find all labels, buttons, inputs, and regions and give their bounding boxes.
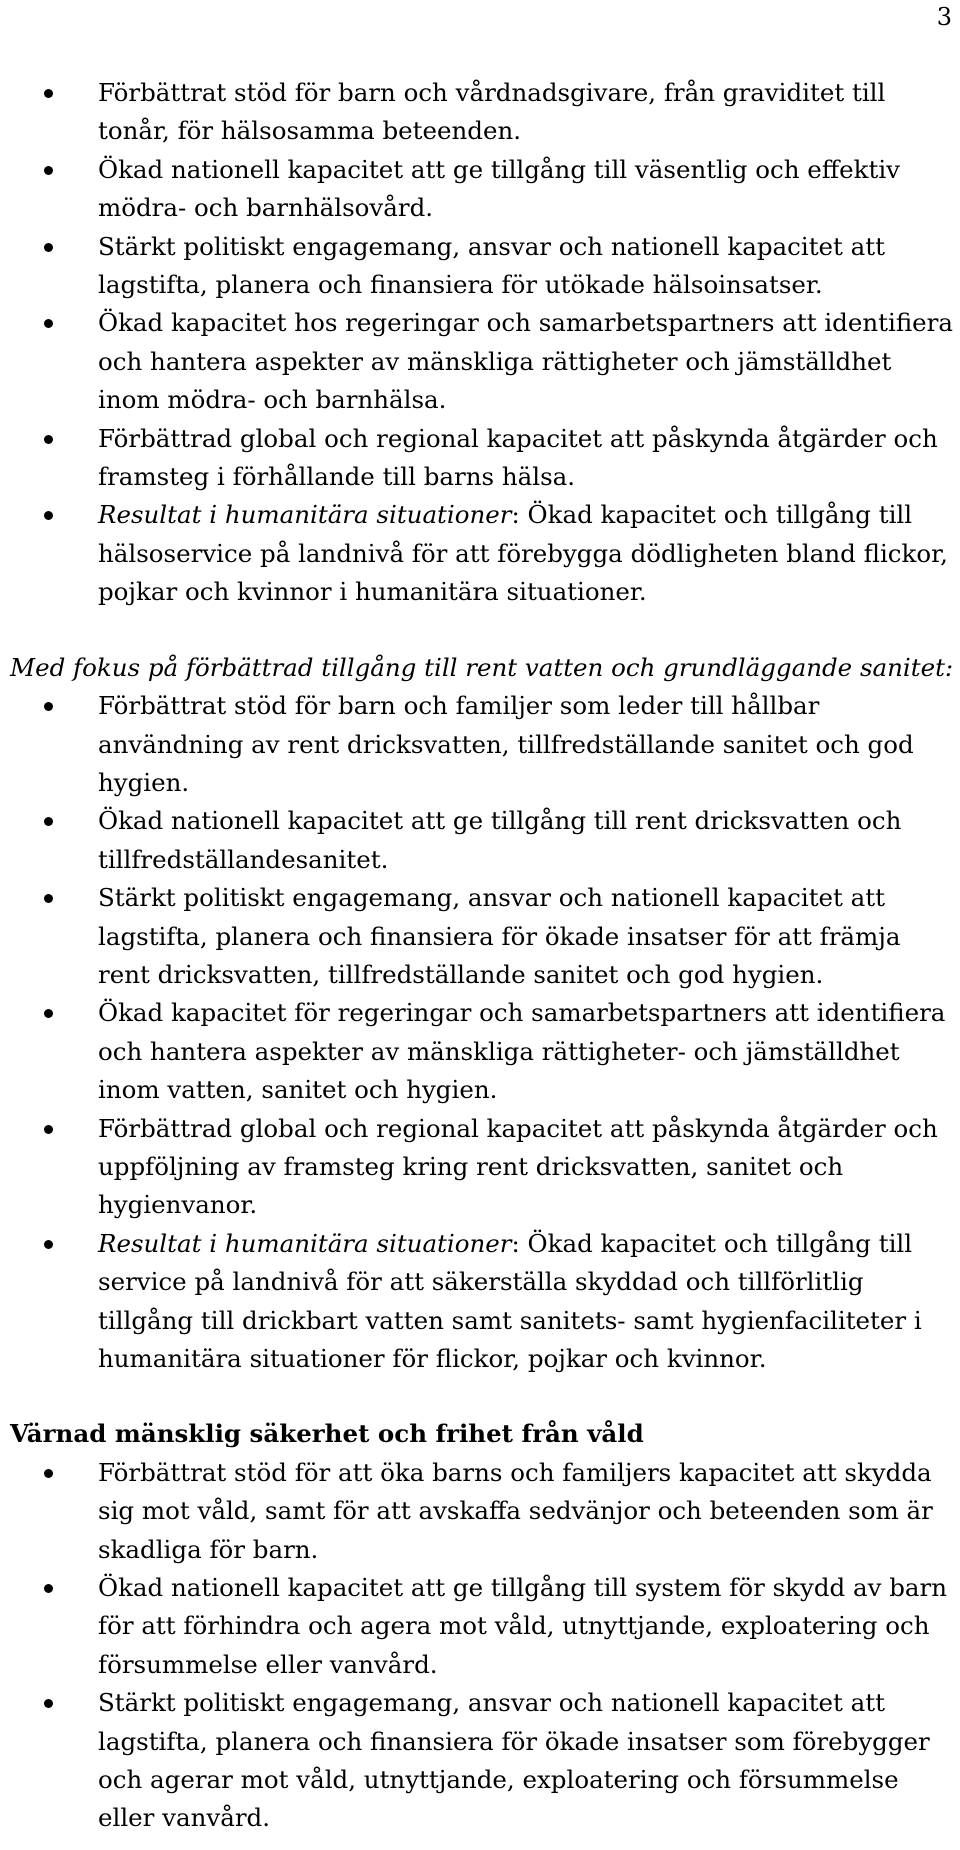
bullet-icon <box>44 243 53 252</box>
list-item-text: : Ökad kapacitet och tillgång till service på landnivå för att säkerställa skyddad och tillförlitlig tillgång till drickbart vatten samt sanitets- samt hygienfaciliteter i humanitära situationer för flickor, pojkar och kvinnor. <box>98 1228 922 1373</box>
list-item-text: Ökad kapacitet för regeringar och samarbetspartners att identifiera och hantera aspekter av mänskliga rättigheter- och jämställdhet inom vatten, sanitet och hygien. <box>98 998 946 1105</box>
list-item <box>10 879 954 994</box>
list-item <box>10 687 954 802</box>
list-item-text: Stärkt politiskt engagemang, ansvar och nationell kapacitet att lagstifta, planera och finansiera för ökade insatser som förebygger och agerar mot våld, utnyttjande, exploatering och försummelse eller vanvård. <box>98 1688 930 1833</box>
bullet-icon <box>44 894 53 903</box>
list-item-text: Ökad nationell kapacitet att ge tillgång till väsentlig och effektiv mödra- och barnhälsovård. <box>98 154 901 223</box>
list-item-lead: Resultat i humanitära situationer <box>98 1228 512 1258</box>
list-item <box>10 420 954 497</box>
list-item-text: Förbättrad global och regional kapacitet att påskynda åtgärder och framsteg i förhållande till barns hälsa. <box>98 423 938 492</box>
document-body <box>10 74 954 1838</box>
list-item <box>10 1569 954 1684</box>
bullet-list-water <box>10 687 954 1378</box>
page-number: 3 <box>936 3 952 31</box>
list-item-text: Förbättrad global och regional kapacitet att påskynda åtgärder och uppföljning av framsteg kring rent dricksvatten, sanitet och hygienvanor. <box>98 1113 938 1220</box>
list-item <box>10 228 954 305</box>
list-item <box>10 1225 954 1379</box>
list-item <box>10 496 954 611</box>
list-item-text: Ökad nationell kapacitet att ge tillgång till system för skydd av barn för att förhindra och agera mot våld, utnyttjande, exploatering och försummelse eller vanvård. <box>98 1573 948 1679</box>
bullet-list-protection <box>10 1454 954 1838</box>
bullet-icon <box>44 817 53 826</box>
list-item-text: : Ökad kapacitet och tillgång till hälsoservice på landnivå för att förebygga dödligheten bland flickor, pojkar och kvinnor i humanitära situationer. <box>98 500 948 607</box>
bullet-icon <box>44 166 53 175</box>
bullet-icon <box>44 1699 53 1708</box>
bullet-icon <box>44 319 53 328</box>
list-item-lead: Resultat i humanitära situationer <box>98 500 512 530</box>
bullet-icon <box>44 1469 53 1478</box>
bullet-icon <box>44 1125 53 1134</box>
bullet-icon <box>44 511 53 520</box>
list-item-text: Förbättrat stöd för att öka barns och familjers kapacitet att skydda sig mot våld, samt för att avskaffa sedvänjor och beteenden som är skadliga för barn. <box>98 1457 933 1564</box>
list-item-text: Stärkt politiskt engagemang, ansvar och nationell kapacitet att lagstifta, planera och finansiera för utökade hälsoinsatser. <box>98 231 885 300</box>
list-item-text: Ökad nationell kapacitet att ge tillgång till rent dricksvatten och tillfredställandesanitet. <box>98 806 902 874</box>
list-item <box>10 1454 954 1569</box>
list-item-text: Stärkt politiskt engagemang, ansvar och nationell kapacitet att lagstifta, planera och finansiera för ökade insatser för att främja rent dricksvatten, tillfredställande sanitet och god hygien. <box>98 883 901 989</box>
list-item <box>10 151 954 228</box>
list-item <box>10 1110 954 1225</box>
list-item <box>10 1684 954 1838</box>
bullet-icon <box>44 435 53 444</box>
bullet-icon <box>44 1240 53 1249</box>
list-item <box>10 74 954 151</box>
bullet-list-health <box>10 74 954 612</box>
list-item-text: Förbättrat stöd för barn och familjer som leder till hållbar användning av rent dricksvatten, tillfredställande sanitet och god hygien. <box>98 691 914 797</box>
bullet-icon <box>44 1584 53 1593</box>
list-item-text: Förbättrat stöd för barn och vårdnadsgivare, från graviditet till tonår, för hälsosamma beteenden. <box>98 78 886 146</box>
section-heading-water: Med fokus på förbättrad tillgång till rent vatten och grundläggande sanitet: <box>10 652 954 682</box>
list-item <box>10 994 954 1109</box>
bullet-icon <box>44 702 53 711</box>
bullet-icon <box>44 1009 53 1018</box>
list-item-text: Ökad kapacitet hos regeringar och samarbetspartners att identifiera och hantera aspekter av mänskliga rättigheter och jämställdhet inom mödra- och barnhälsa. <box>98 308 953 415</box>
list-item <box>10 304 954 419</box>
bullet-icon <box>44 89 53 98</box>
list-item <box>10 802 954 879</box>
section-heading-protection: Värnad mänsklig säkerhet och frihet från våld <box>10 1419 644 1449</box>
